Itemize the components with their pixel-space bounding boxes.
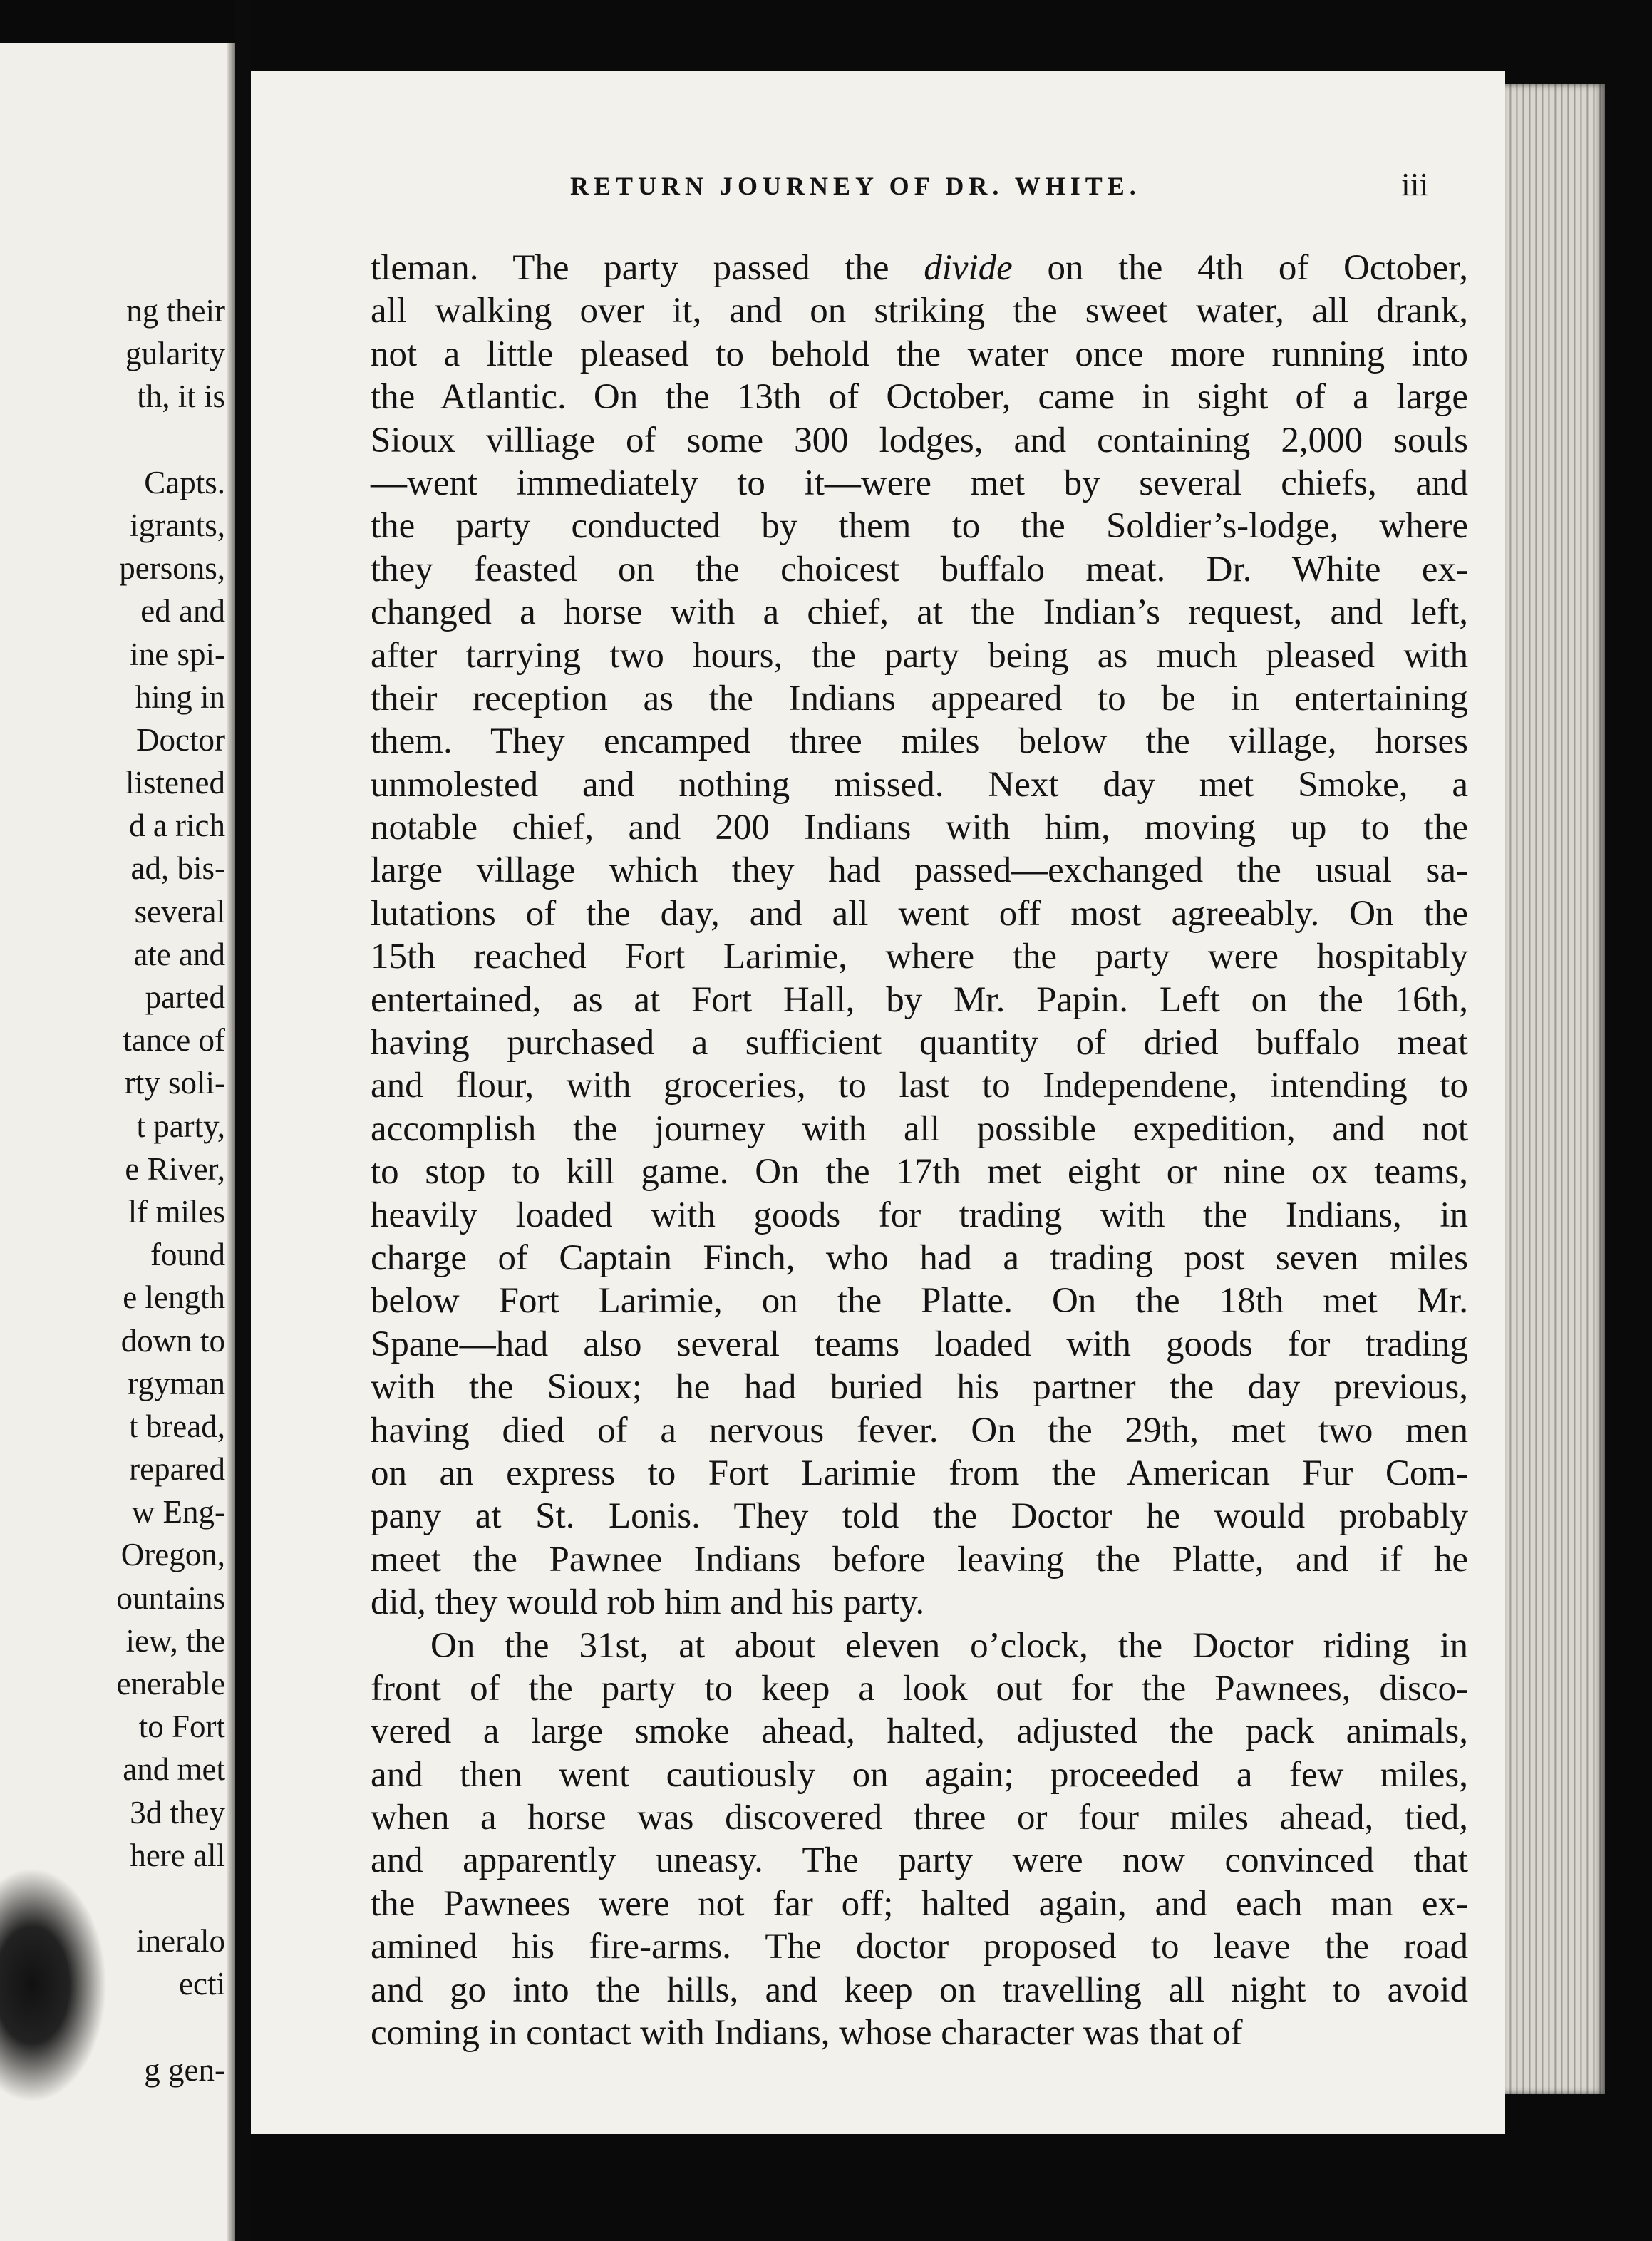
- text-line: the Pawnees were not far off; halted again, and each man ex-: [371, 1883, 1468, 1924]
- left-page: [0, 43, 235, 2241]
- left-page-fragment: ate and: [133, 936, 225, 972]
- text-line: and apparently uneasy. The party were now convinced that: [371, 1840, 1468, 1881]
- left-page-fragment: [117, 2006, 226, 2049]
- left-page-fragment: igrants,: [130, 507, 225, 543]
- left-page-fragment: ine spi-: [130, 636, 225, 672]
- text-line: and then went cautiously on again; proceeded a few miles,: [371, 1754, 1468, 1795]
- left-page-fragment: rty soli-: [124, 1065, 225, 1101]
- text-line: front of the party to keep a look out for the Pawnees, disco-: [371, 1668, 1468, 1709]
- text-line: accomplish the journey with all possible expedition, and not: [371, 1108, 1468, 1149]
- text-line: coming in contact with Indians, whose character was that of: [371, 2013, 1243, 2054]
- page-number: iii: [1401, 166, 1429, 202]
- left-page-fragment: e River,: [125, 1150, 225, 1187]
- text-line: did, they would rob him and his party.: [371, 1582, 925, 1623]
- text-line: notable chief, and 200 Indians with him, moving up to the: [371, 808, 1468, 848]
- left-page-fragment: ecti: [179, 1966, 225, 2002]
- left-page-fragment: [117, 418, 226, 461]
- left-page-fragment: w Eng-: [131, 1494, 225, 1530]
- text-line: unmolested and nothing missed. Next day met Smoke, a: [371, 764, 1468, 805]
- left-page-fragment: ineralo: [136, 1923, 225, 1959]
- text-line: heavily loaded with goods for trading with the Indians, in: [371, 1195, 1468, 1235]
- text-line: when a horse was discovered three or four miles ahead, tied,: [371, 1798, 1468, 1838]
- left-page-fragment: repared: [129, 1451, 225, 1488]
- left-page-fragment: parted: [145, 979, 225, 1015]
- text-line: tleman. The party passed the divide on the 4th of October,: [371, 248, 1468, 288]
- left-page-fragment: hing in: [135, 679, 225, 715]
- left-page-fragment: d a rich: [129, 808, 225, 844]
- left-page-fragment: Doctor: [136, 721, 225, 758]
- text-line: all walking over it, and on striking the sweet water, all drank,: [371, 291, 1468, 331]
- left-page-fragment: enerable: [116, 1666, 225, 1701]
- text-line: and go into the hills, and keep on travelling all night to avoid: [371, 1969, 1468, 2010]
- text-line: 15th reached Fort Larimie, where the party were hospitably: [371, 937, 1468, 977]
- text-line: them. They encamped three miles below the village, horses: [371, 721, 1468, 762]
- left-page-fragment: rgyman: [128, 1365, 225, 1401]
- text-line: changed a horse with a chief, at the Indian’s request, and left,: [371, 592, 1468, 633]
- left-page-fragment: down to: [120, 1322, 225, 1359]
- text-line: large village which they had passed—exchanged the usual sa-: [371, 850, 1468, 891]
- left-page-fragment: ad, bis-: [130, 850, 225, 887]
- left-page-fragment: Oregon,: [120, 1537, 225, 1573]
- text-line: after tarrying two hours, the party being as much pleased with: [371, 635, 1468, 676]
- left-page-fragment: gularity: [125, 336, 225, 372]
- left-page-fragment: here all: [130, 1837, 225, 1873]
- left-page-fragment: th, it is: [137, 378, 225, 415]
- text-line: they feasted on the choicest buffalo meat. Dr. White ex-: [371, 549, 1468, 589]
- text-line: not a little pleased to behold the water once more running into: [371, 334, 1468, 374]
- left-page-fragment: lf miles: [128, 1193, 225, 1230]
- left-page-fragment: tance of: [123, 1022, 225, 1058]
- text-line: Spane—had also several teams loaded with goods for trading: [371, 1324, 1468, 1364]
- text-line: below Fort Larimie, on the Platte. On the 18th met Mr.: [371, 1281, 1468, 1322]
- left-page-fragment: t bread,: [129, 1408, 225, 1444]
- left-page-fragment: ountains: [116, 1580, 225, 1616]
- left-page-fragment: to Fort: [138, 1709, 225, 1745]
- left-page-fragment: Capts.: [144, 464, 225, 500]
- text-line: vered a large smoke ahead, halted, adjusted the pack animals,: [371, 1711, 1468, 1752]
- text-line: the party conducted by them to the Soldier’s-lodge, where: [371, 506, 1468, 547]
- left-page-fragment: listened: [125, 765, 225, 801]
- text-line: On the 31st, at about eleven o’clock, the Doctor riding in: [430, 1625, 1468, 1666]
- body-text: [371, 247, 1468, 2054]
- text-line: Sioux villiage of some 300 lodges, and containing 2,000 souls: [371, 420, 1468, 460]
- text-line: on an express to Fort Larimie from the American Fur Com-: [371, 1453, 1468, 1493]
- text-line: entertained, as at Fort Hall, by Mr. Papin. Left on the 16th,: [371, 979, 1468, 1020]
- left-page-fragment: and met: [123, 1751, 225, 1788]
- text-line: meet the Pawnee Indians before leaving the Platte, and if he: [371, 1539, 1468, 1580]
- ink-smudge: [0, 1868, 107, 2103]
- text-line: having died of a nervous fever. On the 29th, met two men: [371, 1410, 1468, 1451]
- text-line: having purchased a sufficient quantity of dried buffalo meat: [371, 1023, 1468, 1063]
- text-line: charge of Captain Finch, who had a trading post seven miles: [371, 1237, 1468, 1278]
- text-line: the Atlantic. On the 13th of October, came in sight of a large: [371, 377, 1468, 418]
- left-page-fragment: iew, the: [125, 1622, 225, 1659]
- text-line: pany at St. Lonis. They told the Doctor he would probably: [371, 1496, 1468, 1537]
- left-page-fragment: t party,: [136, 1108, 225, 1144]
- left-page-fragment: found: [150, 1237, 225, 1273]
- text-line: to stop to kill game. On the 17th met eight or nine ox teams,: [371, 1152, 1468, 1192]
- left-page-fragment: persons,: [119, 550, 225, 587]
- left-page-crease: [227, 43, 235, 2241]
- book-gutter: [235, 0, 251, 2241]
- text-line: —went immediately to it—were met by several chiefs, and: [371, 463, 1468, 503]
- text-line: amined his fire-arms. The doctor proposed to leave the road: [371, 1927, 1468, 1967]
- running-head: RETURN JOURNEY OF DR. WHITE.: [570, 172, 1141, 200]
- left-page-text: [117, 289, 226, 2091]
- left-page-fragment: e length: [123, 1279, 225, 1316]
- text-line: their reception as the Indians appeared to be in entertaining: [371, 678, 1468, 718]
- left-page-fragment: 3d they: [130, 1794, 225, 1830]
- left-page-fragment: ng their: [126, 293, 225, 329]
- left-page-fragment: several: [134, 893, 225, 929]
- text-line: with the Sioux; he had buried his partner the day previous,: [371, 1367, 1468, 1408]
- text-line: lutations of the day, and all went off most agreeably. On the: [371, 893, 1468, 934]
- page-edges: [1505, 84, 1605, 2094]
- left-page-fragment: [117, 1877, 226, 1920]
- left-page-fragment: ed and: [140, 593, 225, 629]
- left-page-fragment: g gen-: [144, 2051, 225, 2088]
- text-line: and flour, with groceries, to last to Independene, intending to: [371, 1066, 1468, 1106]
